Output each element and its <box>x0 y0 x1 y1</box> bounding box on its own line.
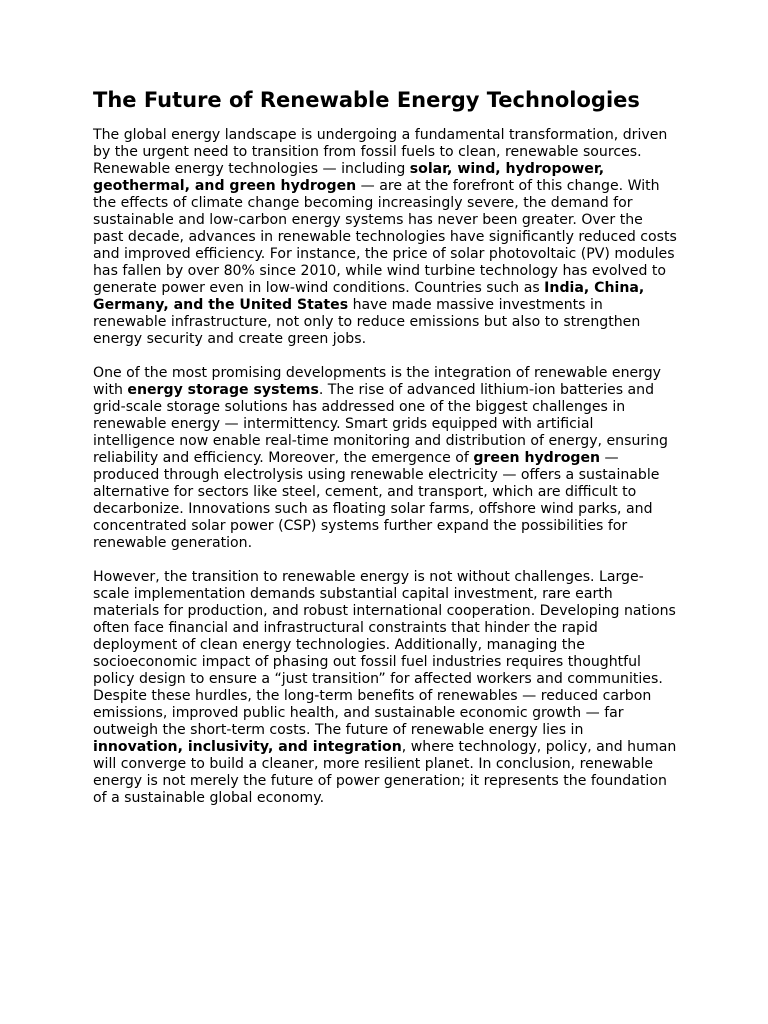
paragraph-1 <box>93 127 677 348</box>
text-run: One of the most promising developments is the integration of renewable energy with <box>93 365 662 398</box>
text-run: , where technology, policy, and human will converge to build a cleaner, more resilient planet. In conclusion, renewable energy is not merely the future of power generation; it represents the foundation of a sustainable global economy. <box>93 739 677 806</box>
text-run: . The rise of advanced lithium-ion batteries and grid-scale storage solutions has addressed one of the biggest challenges in renewable energy — intermittency. Smart grids equipped with artificial intelligence now enable real-time monitoring and distribution of energy, ensuring reliability and efficiency. Moreover, the emergence of <box>93 382 668 466</box>
text-run: However, the transition to renewable energy is not without challenges. Large-scale implementation demands substantial capital investment, rare earth materials for production, and robust international cooperation. Developing nations often face financial and infrastructural constraints that hinder the rapid deployment of clean energy technologies. Additionally, managing the socioeconomic impact of phasing out fossil fuel industries requires thoughtful policy design to ensure a “just transition” for affected workers and communities. Despite these hurdles, the long-term benefits of renewables — reduced carbon emissions, improved public health, and sustainable economic growth — far outweigh the short-term costs. The future of renewable energy lies in <box>93 569 676 738</box>
text-run: have made massive investments in renewable infrastructure, not only to reduce emissions but also to strengthen energy security and create green jobs. <box>93 297 641 347</box>
text-run: — are at the forefront of this change. With the effects of climate change becoming increasingly severe, the demand for sustainable and low-carbon energy systems has never been greater. Over the past decade, advances in renewable technologies have significantly reduced costs and improved efficiency. For instance, the price of solar photovoltaic (PV) modules has fallen by over 80% since 2010, while wind turbine technology has evolved to generate power even in low-wind conditions. Countries such as <box>93 178 677 296</box>
bold-text-run: India, China, Germany, and the United States <box>93 280 645 313</box>
document-title: The Future of Renewable Energy Technologies <box>93 88 640 112</box>
bold-text-run: green hydrogen <box>473 450 601 466</box>
paragraph-2 <box>93 365 677 552</box>
paragraph-3 <box>93 569 677 807</box>
document-page <box>93 87 677 824</box>
text-run: The global energy landscape is undergoing a fundamental transformation, driven by the urgent need to transition from fossil fuels to clean, renewable sources. Renewable energy technologies — including <box>93 127 668 177</box>
document-body <box>93 127 677 807</box>
bold-text-run: energy storage systems <box>127 382 319 398</box>
bold-text-run: solar, wind, hydropower, geothermal, and green hydrogen <box>93 161 605 194</box>
bold-text-run: innovation, inclusivity, and integration <box>93 739 402 755</box>
text-run: — produced through electrolysis using renewable electricity — offers a sustainable alternative for sectors like steel, cement, and transport, which are difficult to decarbonize. Innovations such as floating solar farms, offshore wind parks, and concentrated solar power (CSP) systems further expand the possibilities for renewable generation. <box>93 450 660 551</box>
